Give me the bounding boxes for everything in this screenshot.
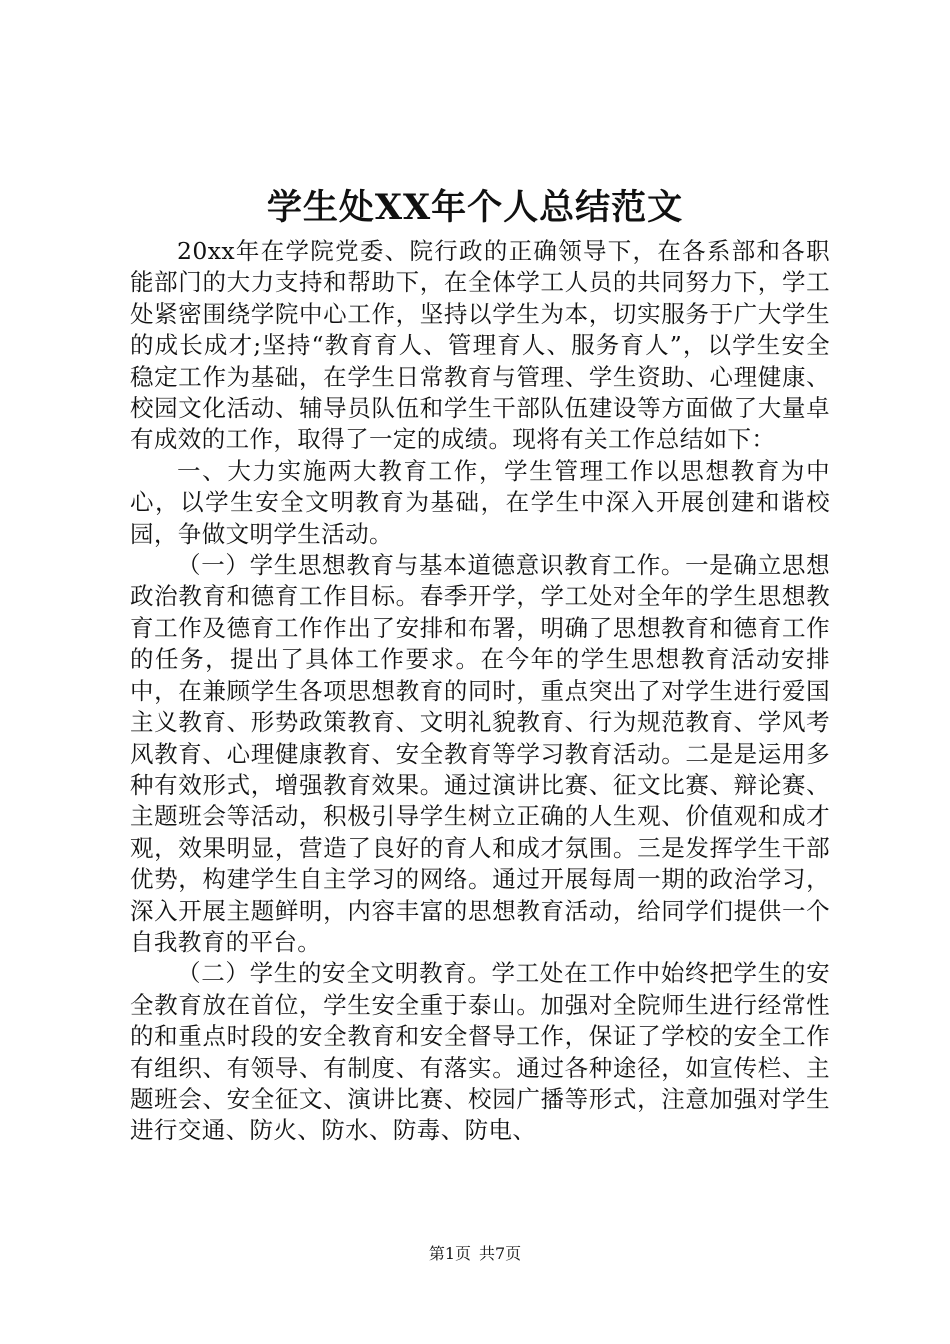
paragraph-subsection-1: （一）学生思想教育与基本道德意识教育工作。一是确立思想政治教育和德育工作目标。春季开学，学工处对全年的学生思想教育工作及德育工作作出了安排和布署，明确了思想教育和德育工作的任务，提出了具体工作要求。在今年的学生思想教育活动安排中，在兼顾学生各项思想教育的同时，重点突出了对学生进行爱国主义教育、形势政策教育、文明礼貌教育、行为规范教育、学风考风教育、心理健康教育、安全教育等学习教育活动。二是是运用多种有效形式，增强教育效果。通过演讲比赛、征文比赛、辩论赛、主题班会等活动，积极引导学生树立正确的人生观、价值观和成才观，效果明显，营造了良好的育人和成才氛围。三是发挥学生干部优势，构建学生自主学习的网络。通过开展每周一期的政治学习，深入开展主题鲜明，内容丰富的思想教育活动，给同学们提供一个自我教育的平台。 <box>130 551 830 956</box>
document-body <box>130 236 830 1147</box>
page-number: 第1页 <box>428 1244 471 1263</box>
page-footer <box>0 1243 950 1265</box>
paragraph-subsection-2: （二）学生的安全文明教育。学工处在工作中始终把学生的安全教育放在首位，学生安全重于泰山。加强对全院师生进行经常性的和重点时段的安全教育和安全督导工作，保证了学校的安全工作有组织、有领导、有制度、有落实。通过各种途径，如宣传栏、主题班会、安全征文、演讲比赛、校园广播等形式，注意加强对学生进行交通、防火、防水、防毒、防电、 <box>130 959 830 1145</box>
page-total: 共7页 <box>479 1244 522 1263</box>
paragraph-section-1: 一、大力实施两大教育工作，学生管理工作以思想教育为中心，以学生安全文明教育为基础，在学生中深入开展创建和谐校园，争做文明学生活动。 <box>130 456 830 548</box>
document-title: 学生处XX年个人总结范文 <box>266 187 684 228</box>
paragraph-intro: 20xx年在学院党委、院行政的正确领导下，在各系部和各职能部门的大力支持和帮助下，在全体学工人员的共同努力下，学工处紧密围绕学院中心工作，坚持以学生为本，切实服务于广大学生的成长成才;坚持“教育育人、管理育人、服务育人”，以学生安全稳定工作为基础，在学生日常教育与管理、学生资助、心理健康、校园文化活动、辅导员队伍和学生干部队伍建设等方面做了大量卓有成效的工作，取得了一定的成绩。现将有关工作总结如下： <box>130 237 830 454</box>
